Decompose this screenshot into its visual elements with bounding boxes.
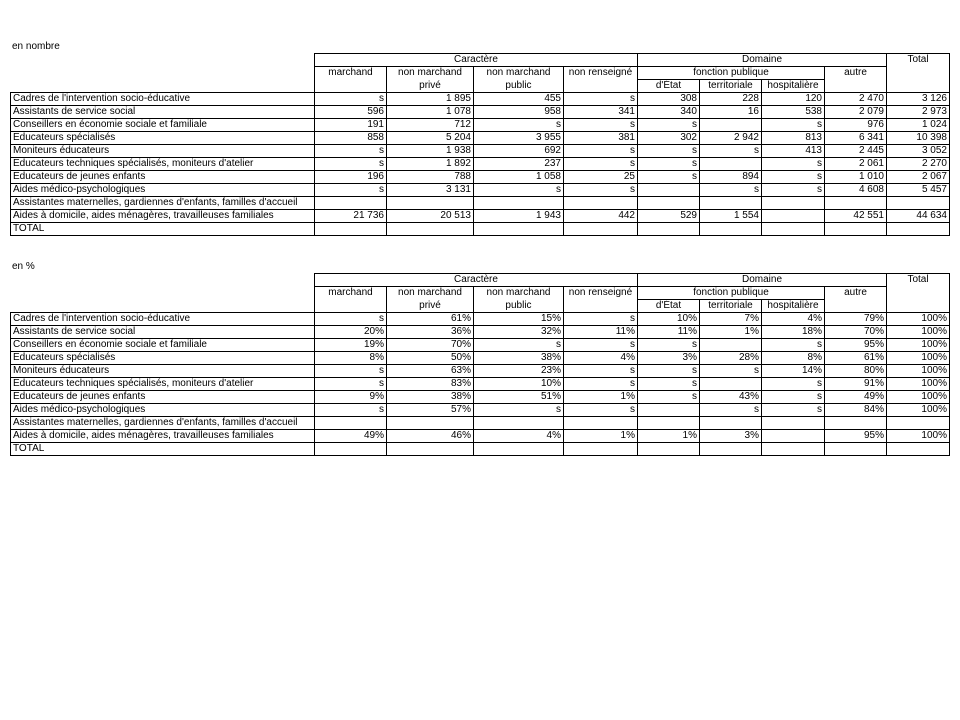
table-row <box>11 93 950 106</box>
cell-total: 1 024 <box>887 119 950 132</box>
row-label: Assistantes maternelles, gardiennes d'enfants, familles d'accueil <box>11 417 315 430</box>
table-row <box>11 404 950 417</box>
cell-hospitaliere: s <box>762 391 825 404</box>
cell-total <box>887 443 950 456</box>
cell-total: 100% <box>887 352 950 365</box>
cell-marchand: 8% <box>315 352 387 365</box>
row-label: Educateurs spécialisés <box>11 132 315 145</box>
cell-total <box>887 223 950 236</box>
cell-hospitaliere <box>762 210 825 223</box>
cell-non-marchand-public: 15% <box>474 313 564 326</box>
cell-non-renseigne: 4% <box>564 352 638 365</box>
cell-non-marchand-prive <box>387 223 474 236</box>
cell-territoriale <box>700 378 762 391</box>
row-label: Aides médico-psychologiques <box>11 184 315 197</box>
cell-autre: 6 341 <box>825 132 887 145</box>
section-unit-label: en nombre <box>12 41 60 52</box>
table-row <box>11 352 950 365</box>
cell-hospitaliere: 538 <box>762 106 825 119</box>
cell-non-marchand-prive: 83% <box>387 378 474 391</box>
row-label: Aides à domicile, aides ménagères, travailleuses familiales <box>11 210 315 223</box>
cell-territoriale: 7% <box>700 313 762 326</box>
cell-non-renseigne <box>564 197 638 210</box>
cell-marchand: s <box>315 93 387 106</box>
cell-territoriale <box>700 119 762 132</box>
cell-autre: 1 010 <box>825 171 887 184</box>
cell-marchand <box>315 223 387 236</box>
cell-territoriale: 228 <box>700 93 762 106</box>
cell-non-renseigne: 341 <box>564 106 638 119</box>
cell-non-renseigne: s <box>564 158 638 171</box>
header-marchand-cont <box>315 300 387 313</box>
cell-total: 3 126 <box>887 93 950 106</box>
cell-territoriale: 1 554 <box>700 210 762 223</box>
table-row <box>11 145 950 158</box>
cell-marchand: 196 <box>315 171 387 184</box>
row-label: TOTAL <box>11 223 315 236</box>
header-non-marchand-public-1: non marchand <box>474 67 564 80</box>
header-total-cont <box>887 80 950 93</box>
cell-marchand <box>315 197 387 210</box>
cell-hospitaliere: 14% <box>762 365 825 378</box>
header-autre-cont <box>825 300 887 313</box>
section-unit-label: en % <box>12 261 35 272</box>
cell-total: 2 270 <box>887 158 950 171</box>
cell-etat: s <box>638 145 700 158</box>
header-non-marchand-prive-2: privé <box>387 80 474 93</box>
cell-non-renseigne: s <box>564 404 638 417</box>
cell-hospitaliere: s <box>762 184 825 197</box>
cell-non-marchand-public <box>474 197 564 210</box>
cell-non-marchand-public: 958 <box>474 106 564 119</box>
header-non-marchand-prive-2: privé <box>387 300 474 313</box>
cell-marchand: 19% <box>315 339 387 352</box>
cell-marchand: s <box>315 158 387 171</box>
cell-hospitaliere <box>762 197 825 210</box>
cell-marchand: 9% <box>315 391 387 404</box>
cell-autre: 61% <box>825 352 887 365</box>
cell-non-marchand-public: 1 058 <box>474 171 564 184</box>
cell-territoriale <box>700 339 762 352</box>
cell-non-marchand-public: s <box>474 184 564 197</box>
cell-autre: 2 079 <box>825 106 887 119</box>
table-row <box>11 391 950 404</box>
cell-non-marchand-prive: 712 <box>387 119 474 132</box>
cell-non-marchand-public: s <box>474 404 564 417</box>
cell-total: 44 634 <box>887 210 950 223</box>
cell-etat: 340 <box>638 106 700 119</box>
cell-etat: 11% <box>638 326 700 339</box>
cell-etat <box>638 223 700 236</box>
cell-hospitaliere: s <box>762 158 825 171</box>
cell-autre <box>825 197 887 210</box>
cell-autre <box>825 417 887 430</box>
cell-non-renseigne <box>564 223 638 236</box>
cell-etat: 3% <box>638 352 700 365</box>
cell-autre: 2 061 <box>825 158 887 171</box>
cell-territoriale: 16 <box>700 106 762 119</box>
cell-etat: 10% <box>638 313 700 326</box>
cell-non-renseigne: s <box>564 93 638 106</box>
cell-non-marchand-prive: 1 895 <box>387 93 474 106</box>
cell-non-renseigne <box>564 443 638 456</box>
cell-total: 100% <box>887 365 950 378</box>
cell-total: 5 457 <box>887 184 950 197</box>
cell-total: 2 973 <box>887 106 950 119</box>
cell-non-marchand-prive: 61% <box>387 313 474 326</box>
percent-table <box>10 273 950 456</box>
cell-hospitaliere: 413 <box>762 145 825 158</box>
cell-non-renseigne: s <box>564 184 638 197</box>
cell-etat: s <box>638 171 700 184</box>
cell-non-renseigne <box>564 417 638 430</box>
header-autre: autre <box>825 287 887 300</box>
cell-non-renseigne: s <box>564 378 638 391</box>
row-label: Aides médico-psychologiques <box>11 404 315 417</box>
header-non-marchand-prive-1: non marchand <box>387 67 474 80</box>
header-fonction-publique: fonction publique <box>638 67 825 80</box>
table-row <box>11 223 950 236</box>
cell-non-marchand-public: s <box>474 339 564 352</box>
header-fonction-publique: fonction publique <box>638 287 825 300</box>
cell-non-renseigne: s <box>564 339 638 352</box>
cell-etat <box>638 184 700 197</box>
cell-non-marchand-public: 38% <box>474 352 564 365</box>
header-non-marchand-public-2: public <box>474 80 564 93</box>
cell-territoriale <box>700 197 762 210</box>
row-label: Moniteurs éducateurs <box>11 145 315 158</box>
cell-non-marchand-public: 237 <box>474 158 564 171</box>
cell-hospitaliere <box>762 223 825 236</box>
cell-non-renseigne: s <box>564 119 638 132</box>
header-total: Total <box>887 54 950 67</box>
cell-non-marchand-public <box>474 443 564 456</box>
header-non-renseigne: non renseigné <box>564 67 638 80</box>
header-hospitaliere: hospitalière <box>762 300 825 313</box>
table-row <box>11 378 950 391</box>
cell-marchand: s <box>315 365 387 378</box>
cell-non-marchand-public: 23% <box>474 365 564 378</box>
header-marchand-cont <box>315 80 387 93</box>
header-non-renseigne-cont <box>564 300 638 313</box>
row-label: Conseillers en économie sociale et familiale <box>11 119 315 132</box>
cell-non-renseigne: 11% <box>564 326 638 339</box>
cell-marchand: 596 <box>315 106 387 119</box>
row-label: Cadres de l'intervention socio-éducative <box>11 313 315 326</box>
header-domaine: Domaine <box>638 274 887 287</box>
header-total-cont <box>887 287 950 300</box>
cell-non-marchand-prive: 788 <box>387 171 474 184</box>
row-label: Cadres de l'intervention socio-éducative <box>11 93 315 106</box>
cell-etat <box>638 404 700 417</box>
cell-non-marchand-public: 51% <box>474 391 564 404</box>
cell-hospitaliere: 120 <box>762 93 825 106</box>
cell-non-marchand-public: 1 943 <box>474 210 564 223</box>
cell-total: 100% <box>887 378 950 391</box>
cell-non-marchand-prive <box>387 443 474 456</box>
cell-total: 100% <box>887 339 950 352</box>
corner-cell <box>11 274 315 313</box>
cell-marchand: s <box>315 378 387 391</box>
cell-autre: 4 608 <box>825 184 887 197</box>
cell-non-marchand-prive: 1 938 <box>387 145 474 158</box>
header-domaine: Domaine <box>638 54 887 67</box>
cell-autre: 42 551 <box>825 210 887 223</box>
cell-etat: 1% <box>638 430 700 443</box>
row-label: Educateurs spécialisés <box>11 352 315 365</box>
table-row <box>11 184 950 197</box>
cell-total: 2 067 <box>887 171 950 184</box>
cell-territoriale: 28% <box>700 352 762 365</box>
cell-autre <box>825 443 887 456</box>
cell-non-marchand-prive: 50% <box>387 352 474 365</box>
cell-marchand: 49% <box>315 430 387 443</box>
table-row <box>11 430 950 443</box>
cell-autre: 70% <box>825 326 887 339</box>
header-total-cont <box>887 67 950 80</box>
cell-non-renseigne: s <box>564 145 638 158</box>
cell-total: 100% <box>887 430 950 443</box>
row-label: Educateurs techniques spécialisés, moniteurs d'atelier <box>11 378 315 391</box>
cell-total: 3 052 <box>887 145 950 158</box>
cell-total: 100% <box>887 326 950 339</box>
row-label: Educateurs de jeunes enfants <box>11 391 315 404</box>
cell-non-marchand-prive: 63% <box>387 365 474 378</box>
cell-hospitaliere: 18% <box>762 326 825 339</box>
table-row <box>11 119 950 132</box>
cell-hospitaliere <box>762 443 825 456</box>
cell-territoriale: 1% <box>700 326 762 339</box>
table-row <box>11 339 950 352</box>
row-label: Educateurs techniques spécialisés, moniteurs d'atelier <box>11 158 315 171</box>
header-total: Total <box>887 274 950 287</box>
table-row <box>11 132 950 145</box>
cell-marchand: s <box>315 145 387 158</box>
header-caractere: Caractère <box>315 274 638 287</box>
cell-total: 100% <box>887 313 950 326</box>
header-hospitaliere: hospitalière <box>762 80 825 93</box>
cell-territoriale <box>700 158 762 171</box>
cell-non-marchand-public: 4% <box>474 430 564 443</box>
cell-non-marchand-prive: 36% <box>387 326 474 339</box>
cell-hospitaliere: 4% <box>762 313 825 326</box>
cell-non-marchand-prive <box>387 197 474 210</box>
header-marchand: marchand <box>315 287 387 300</box>
cell-autre: 79% <box>825 313 887 326</box>
cell-territoriale <box>700 443 762 456</box>
header-marchand: marchand <box>315 67 387 80</box>
cell-marchand: 20% <box>315 326 387 339</box>
table-row <box>11 106 950 119</box>
cell-etat <box>638 417 700 430</box>
cell-non-renseigne: 1% <box>564 430 638 443</box>
table-row <box>11 197 950 210</box>
cell-etat: 529 <box>638 210 700 223</box>
cell-non-renseigne: s <box>564 365 638 378</box>
header-etat: d'État <box>638 300 700 313</box>
cell-etat <box>638 443 700 456</box>
table-row <box>11 210 950 223</box>
cell-etat: s <box>638 391 700 404</box>
cell-autre: 84% <box>825 404 887 417</box>
cell-autre: 2 445 <box>825 145 887 158</box>
cell-non-marchand-public <box>474 417 564 430</box>
table-row <box>11 158 950 171</box>
table-row <box>11 443 950 456</box>
cell-autre: 95% <box>825 430 887 443</box>
cell-total: 100% <box>887 391 950 404</box>
cell-territoriale: 894 <box>700 171 762 184</box>
cell-autre: 49% <box>825 391 887 404</box>
header-territoriale: territoriale <box>700 80 762 93</box>
row-label: Conseillers en économie sociale et familiale <box>11 339 315 352</box>
cell-autre <box>825 223 887 236</box>
cell-hospitaliere: s <box>762 119 825 132</box>
cell-hospitaliere <box>762 417 825 430</box>
cell-territoriale: 3% <box>700 430 762 443</box>
cell-non-marchand-prive: 38% <box>387 391 474 404</box>
cell-marchand: 191 <box>315 119 387 132</box>
cell-hospitaliere: s <box>762 339 825 352</box>
cell-non-marchand-prive <box>387 417 474 430</box>
cell-territoriale: s <box>700 184 762 197</box>
row-label: Educateurs de jeunes enfants <box>11 171 315 184</box>
cell-hospitaliere: s <box>762 404 825 417</box>
cell-non-marchand-prive: 3 131 <box>387 184 474 197</box>
cell-non-marchand-prive: 1 078 <box>387 106 474 119</box>
cell-non-marchand-prive: 70% <box>387 339 474 352</box>
cell-hospitaliere: s <box>762 171 825 184</box>
table-row <box>11 365 950 378</box>
cell-non-renseigne: 25 <box>564 171 638 184</box>
cell-non-marchand-public: 3 955 <box>474 132 564 145</box>
cell-non-marchand-public <box>474 223 564 236</box>
table-row <box>11 417 950 430</box>
header-total-cont <box>887 300 950 313</box>
cell-non-marchand-prive: 20 513 <box>387 210 474 223</box>
cell-non-marchand-prive: 5 204 <box>387 132 474 145</box>
cell-non-marchand-public: s <box>474 119 564 132</box>
cell-total: 100% <box>887 404 950 417</box>
row-label: TOTAL <box>11 443 315 456</box>
cell-non-renseigne: s <box>564 313 638 326</box>
cell-marchand: s <box>315 184 387 197</box>
cell-territoriale: 43% <box>700 391 762 404</box>
header-non-marchand-public-1: non marchand <box>474 287 564 300</box>
cell-non-marchand-public: 455 <box>474 93 564 106</box>
cell-autre: 976 <box>825 119 887 132</box>
cell-marchand: s <box>315 404 387 417</box>
cell-non-marchand-prive: 57% <box>387 404 474 417</box>
row-label: Assistants de service social <box>11 106 315 119</box>
table-row <box>11 171 950 184</box>
cell-etat: 302 <box>638 132 700 145</box>
cell-non-marchand-public: 10% <box>474 378 564 391</box>
cell-territoriale: s <box>700 145 762 158</box>
cell-etat: s <box>638 365 700 378</box>
cell-total <box>887 417 950 430</box>
cell-non-marchand-public: 32% <box>474 326 564 339</box>
cell-marchand <box>315 443 387 456</box>
cell-marchand: 858 <box>315 132 387 145</box>
header-non-marchand-prive-1: non marchand <box>387 287 474 300</box>
count-table <box>10 53 950 236</box>
cell-hospitaliere: 813 <box>762 132 825 145</box>
cell-autre: 80% <box>825 365 887 378</box>
cell-territoriale: s <box>700 365 762 378</box>
row-label: Aides à domicile, aides ménagères, travailleuses familiales <box>11 430 315 443</box>
cell-marchand <box>315 417 387 430</box>
cell-territoriale: s <box>700 404 762 417</box>
cell-etat: 308 <box>638 93 700 106</box>
cell-etat: s <box>638 378 700 391</box>
cell-non-renseigne: 442 <box>564 210 638 223</box>
table-row <box>11 313 950 326</box>
header-caractere: Caractère <box>315 54 638 67</box>
cell-non-marchand-prive: 46% <box>387 430 474 443</box>
row-label: Moniteurs éducateurs <box>11 365 315 378</box>
cell-non-renseigne: 1% <box>564 391 638 404</box>
cell-territoriale <box>700 417 762 430</box>
cell-etat: s <box>638 119 700 132</box>
cell-total <box>887 197 950 210</box>
cell-territoriale: 2 942 <box>700 132 762 145</box>
header-territoriale: territoriale <box>700 300 762 313</box>
table-row <box>11 326 950 339</box>
header-etat: d'État <box>638 80 700 93</box>
corner-cell <box>11 54 315 93</box>
header-non-marchand-public-2: public <box>474 300 564 313</box>
row-label: Assistants de service social <box>11 326 315 339</box>
cell-autre: 91% <box>825 378 887 391</box>
cell-hospitaliere <box>762 430 825 443</box>
cell-autre: 2 470 <box>825 93 887 106</box>
header-autre-cont <box>825 80 887 93</box>
cell-hospitaliere: s <box>762 378 825 391</box>
row-label: Assistantes maternelles, gardiennes d'enfants, familles d'accueil <box>11 197 315 210</box>
cell-etat: s <box>638 158 700 171</box>
header-non-renseigne-cont <box>564 80 638 93</box>
cell-autre: 95% <box>825 339 887 352</box>
cell-non-marchand-public: 692 <box>474 145 564 158</box>
cell-territoriale <box>700 223 762 236</box>
cell-etat <box>638 197 700 210</box>
cell-hospitaliere: 8% <box>762 352 825 365</box>
cell-marchand: 21 736 <box>315 210 387 223</box>
cell-non-renseigne: 381 <box>564 132 638 145</box>
cell-etat: s <box>638 339 700 352</box>
cell-non-marchand-prive: 1 892 <box>387 158 474 171</box>
header-autre: autre <box>825 67 887 80</box>
cell-total: 10 398 <box>887 132 950 145</box>
header-non-renseigne: non renseigné <box>564 287 638 300</box>
cell-marchand: s <box>315 313 387 326</box>
